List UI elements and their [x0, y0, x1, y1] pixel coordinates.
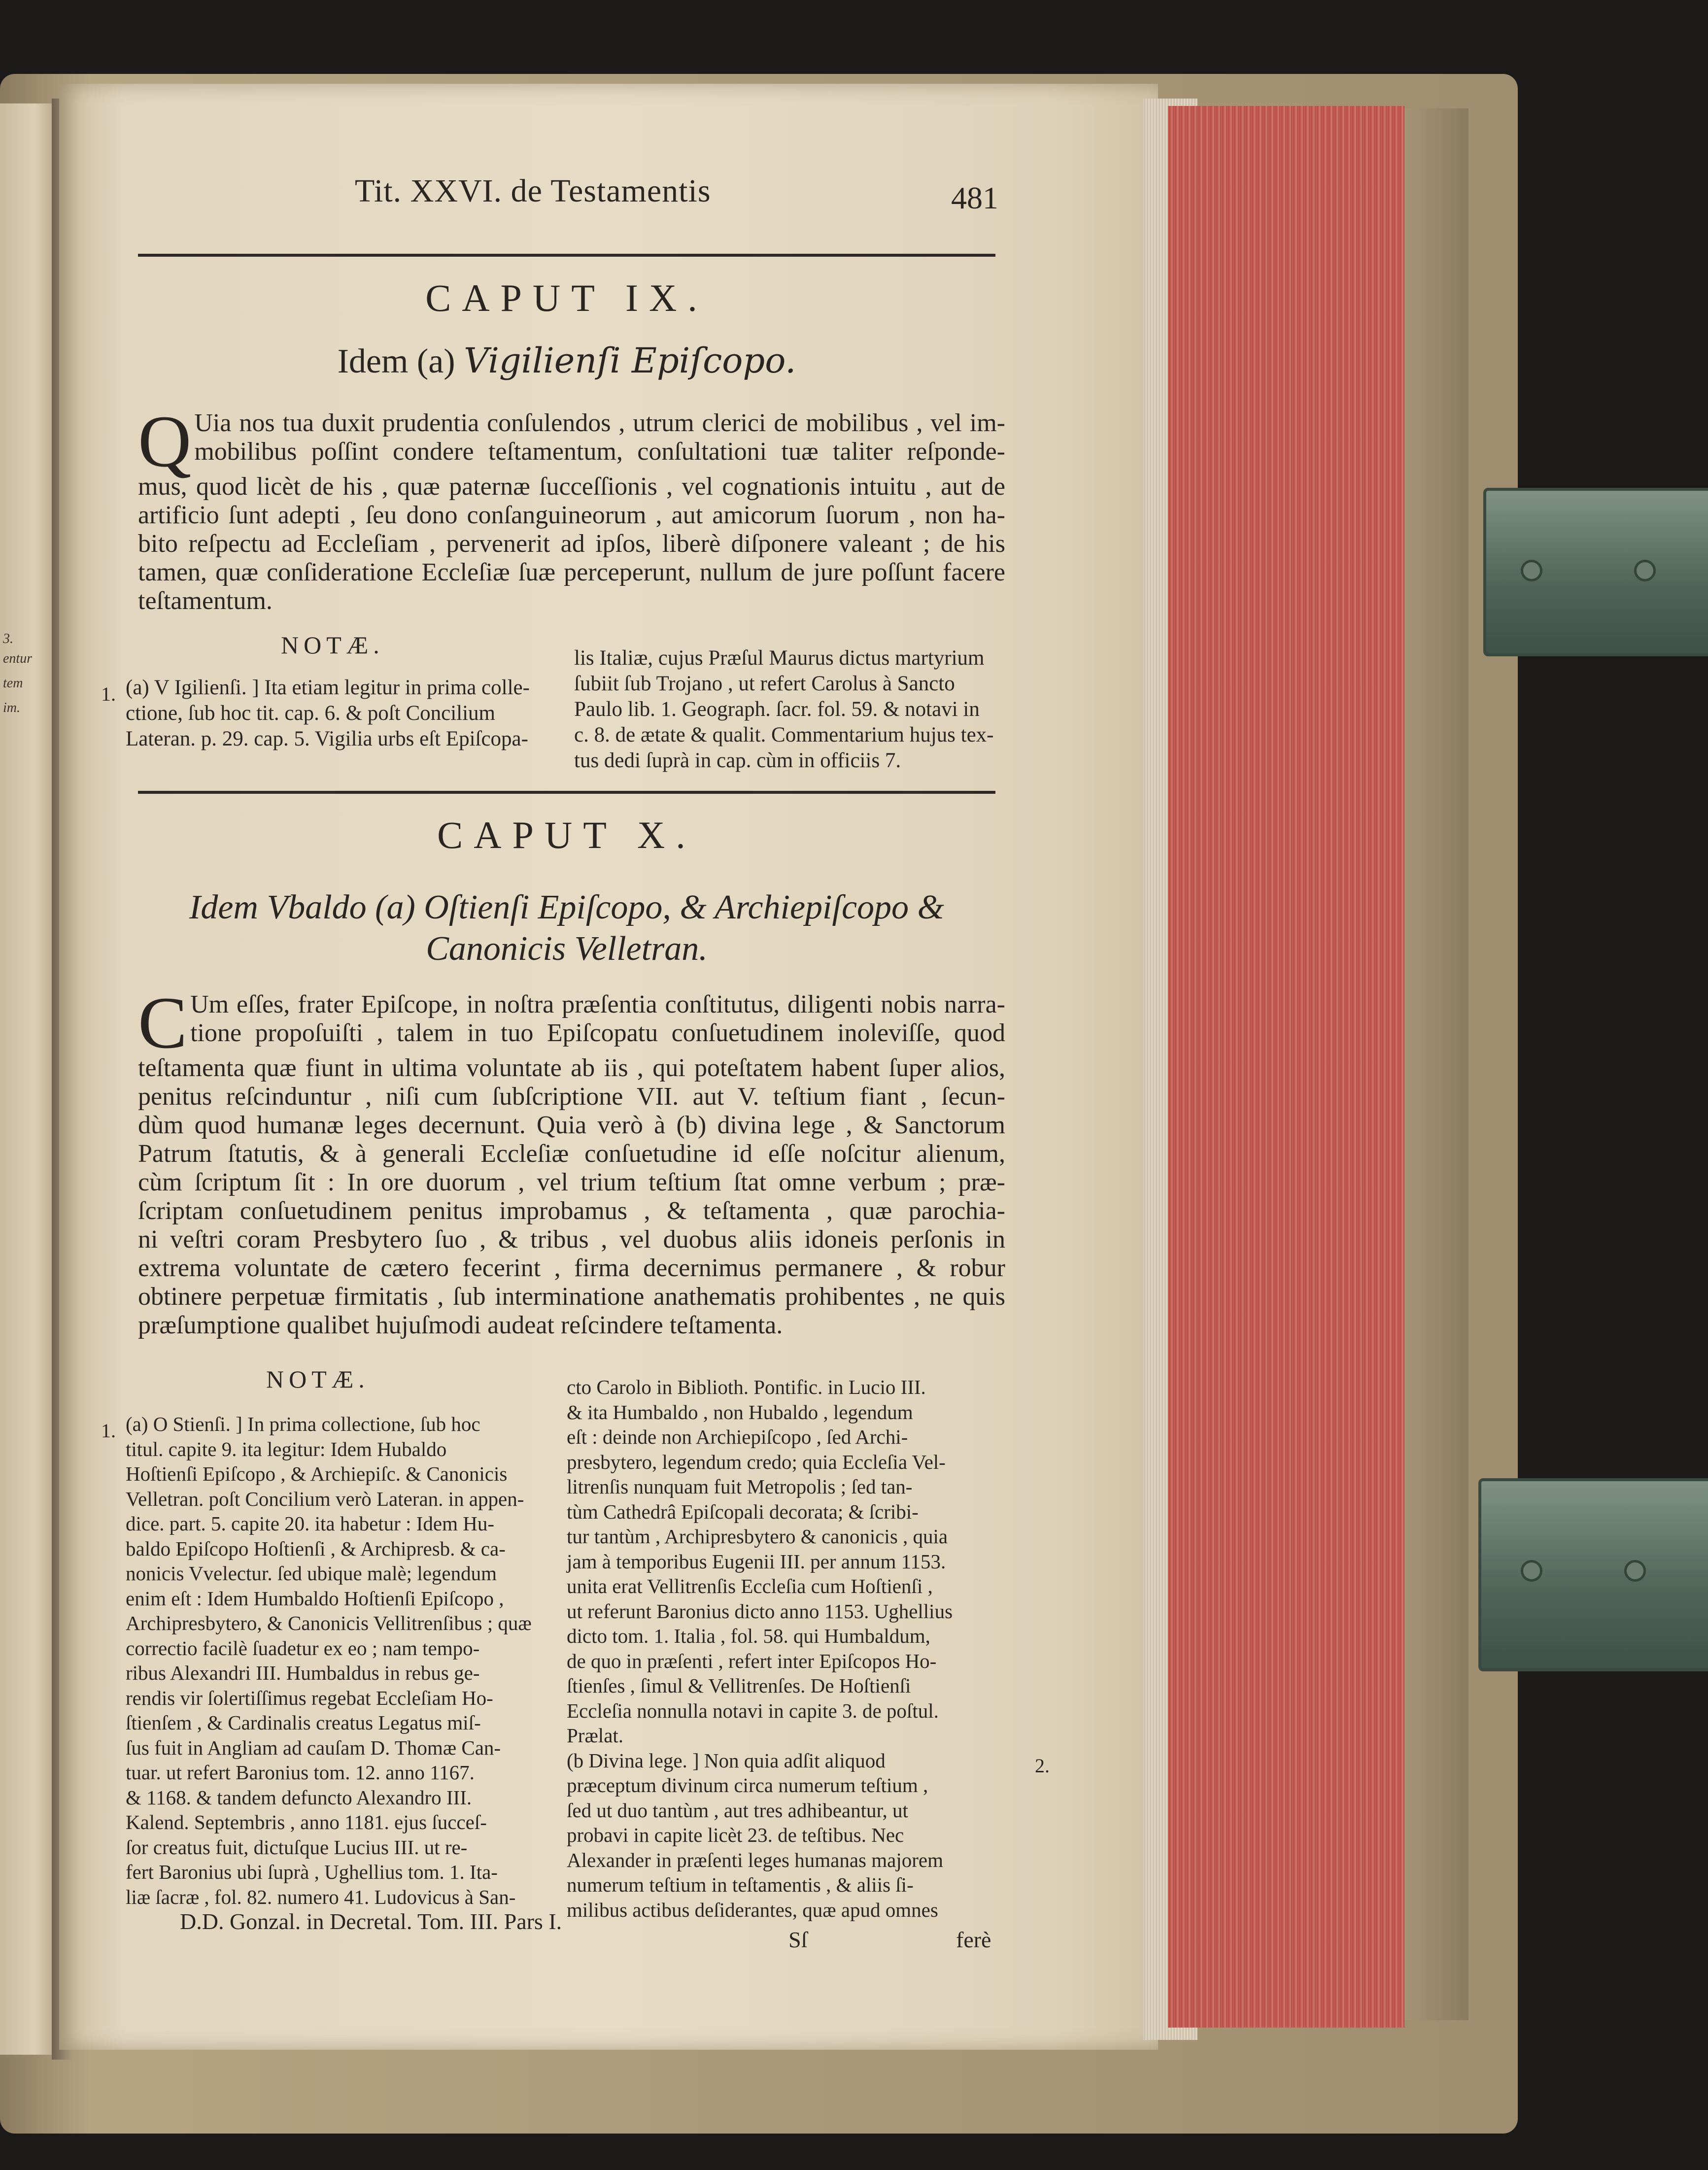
notae-heading: NOTÆ. — [281, 631, 384, 659]
note-line: tur tantùm , Archipresbytero & canonicis , quia — [567, 1525, 948, 1548]
notae-heading: NOTÆ. — [266, 1365, 370, 1393]
note-line: milibus actibus deſiderantes, quæ apud omnes — [567, 1898, 938, 1921]
note-line: ſus fuit in Angliam ad cauſam D. Thomæ Can- — [126, 1736, 501, 1759]
caput-x-subtitle-line2: Canonicis Velletran. — [426, 930, 708, 968]
note-line: Archipresbytero, & Canonicis Vellitrenſibus ; quæ — [126, 1612, 532, 1634]
text-line: Uia nos tua duxit prudentia conſulendos , utrum clerici de mobilibus , vel im- — [194, 409, 1005, 437]
text-line: tione propoſuiſti , talem in tuo Epiſcopatu conſuetudinem inoleviſſe, quod — [190, 1019, 1005, 1047]
note-marker: 1. — [101, 1420, 116, 1442]
note-line: numerum teſtium in teſtamentis , & aliis ſi- — [567, 1873, 914, 1896]
note-line: rendis vir ſolertiſſimus regebat Eccleſiam Ho- — [126, 1686, 493, 1709]
note-line: Velletran. poſt Concilium verò Lateran. in appen- — [126, 1487, 524, 1510]
note-line: unita erat Vellitrenſis Eccleſia cum Hoſtienſi , — [567, 1575, 933, 1597]
caput-ix-subtitle-italic: Vigilienſi Epiſcopo. — [464, 340, 796, 381]
note-line: probavi in capite licèt 23. de teſtibus. Nec — [567, 1824, 904, 1846]
section-rule — [138, 791, 995, 794]
page-number: 481 — [951, 180, 998, 215]
caput-x-text — [138, 982, 1005, 1340]
text-line: teſtamentum. — [138, 587, 273, 615]
note-line: tus dedi ſuprà in cap. cùm in officiis 7. — [574, 749, 901, 772]
caput-ix-text — [138, 401, 1005, 615]
red-page-edges — [1168, 106, 1404, 2028]
note-line: baldo Epiſcopo Hoſtienſi , & Archipresb. & ca- — [126, 1537, 506, 1560]
note-line: eſt : deinde non Archiepiſcopo , ſed Archi- — [567, 1425, 908, 1448]
text-line: cùm ſcriptum ſit : In ore duorum , vel trium teſtium ſtat omne verbum ; præ- — [138, 1168, 1005, 1196]
text-line: teſtamenta quæ fiunt in ultima voluntate ab iis , qui poteſtatem habent ſuper alios, — [138, 1054, 1005, 1082]
note-line: ſtienſes , ſimul & Vellitrenſes. De Hoſtienſi — [567, 1674, 911, 1697]
note-line: ribus Alexandri III. Humbaldus in rebus ge- — [126, 1661, 480, 1684]
note-line: c. 8. de ætate & qualit. Commentarium hujus tex- — [574, 723, 994, 746]
note-line: ſor creatus fuit, dictuſque Lucius III. ut re- — [126, 1835, 468, 1859]
dropcap: C — [138, 982, 188, 1064]
dropcap: Q — [138, 401, 192, 482]
note-line: presbytero, legendum credo; quia Eccleſia Vel- — [567, 1450, 946, 1473]
text-line: præſumptione qualibet hujuſmodi audeat reſcindere teſtamenta. — [138, 1311, 783, 1339]
text-line: artificio ſunt adepti , ſeu dono conſanguineorum , aut amicorum ſuorum , non ha- — [138, 501, 1005, 529]
note-line: tuar. ut refert Baronius tom. 12. anno 1167. — [126, 1761, 475, 1784]
clasp-pin-icon — [1634, 560, 1656, 581]
note-line: lis Italiæ, cujus Præſul Maurus dictus martyrium — [574, 646, 985, 670]
note-column-right — [567, 1375, 1000, 1922]
note-line: nonicis Vvelectur. ſed ubique malè; legendum — [126, 1562, 497, 1585]
left-margin-fragment: 3. — [3, 631, 13, 646]
text-line: Um eſſes, frater Epiſcope, in noſtra præſentia conſtitutus, diligenti nobis narra- — [190, 990, 1005, 1018]
text-line: mus, quod licèt de his , quæ paternæ ſucceſſionis , vel cognationis intuitu , aut de — [138, 473, 1005, 501]
note-line: jam à temporibus Eugenii III. per annum 1153. — [567, 1550, 946, 1573]
note-line: enim eſt : Idem Humbaldo Hoſtienſi Epiſcopo , — [126, 1587, 504, 1610]
text-line: bito reſpectu ad Eccleſiam , pervenerit ad ipſos, liberè diſponere valeant ; de his — [138, 530, 1005, 558]
note-line: ſubiit ſub Trojano , ut refert Carolus à Sancto — [574, 672, 955, 695]
text-line: Patrum ſtatutis, & à generali Eccleſiæ conſuetudine id eſſe noſcitur alienum, — [138, 1140, 1005, 1168]
note-line: cto Carolo in Biblioth. Pontific. in Lucio III. — [567, 1376, 926, 1398]
text-line: mobilibus poſſint condere teſtamentum, conſultationi tuæ taliter reſponde- — [194, 438, 1005, 466]
caput-ix-heading: CAPUT IX. — [425, 276, 708, 319]
note-marker: 2. — [1035, 1755, 1050, 1777]
note-marker: 1. — [101, 683, 116, 705]
caput-ix-subtitle-plain: Idem (a) — [337, 342, 455, 380]
note-line: præceptum divinum circa numerum teſtium , — [567, 1774, 928, 1797]
catchword: ferè — [956, 1927, 991, 1952]
note-line: Prælat. — [567, 1724, 624, 1747]
note-line: Kalend. Septembris , anno 1181. ejus ſucceſ- — [126, 1811, 487, 1833]
upper-clasp — [1483, 488, 1708, 656]
text-line: dùm quod humanæ leges decernunt. Quia verò à (b) divina lege , & Sanctorum — [138, 1111, 1005, 1139]
note-line: litrenſis nunquam fuit Metropolis ; ſed tan- — [567, 1475, 913, 1498]
note-line: Hoſtienſi Epiſcopo , & Archiepiſc. & Canonicis — [126, 1462, 508, 1485]
note-line: Eccleſia nonnulla notavi in capite 3. de poſtul. — [567, 1699, 939, 1722]
caput-x-heading: CAPUT X. — [437, 814, 696, 856]
clasp-pin-icon — [1521, 1560, 1542, 1582]
text-line: ni veſtri coram Presbytero ſuo , & tribus , vel duobus aliis idoneis perſonis in — [138, 1225, 1005, 1254]
text-line: ſcriptam conſuetudinem penitus improbamus , & teſtamenta , quæ parochia- — [138, 1197, 1005, 1225]
note-line: titul. capite 9. ita legitur: Idem Hubaldo — [126, 1437, 447, 1460]
caput-ix-subtitle — [138, 340, 995, 382]
left-page-edge — [0, 103, 58, 2055]
note-line: ctione, ſub hoc tit. cap. 6. & poſt Concilium — [126, 702, 496, 725]
left-margin-fragment: im. — [3, 700, 20, 715]
note-column-left — [126, 675, 530, 752]
text-line: extrema voluntate de cætero fecerint , firma decernimus permanere , & robur — [138, 1254, 1005, 1282]
note-line: Paulo lib. 1. Geograph. ſacr. fol. 59. & notavi in — [574, 698, 980, 721]
note-line: de quo in præſenti , refert inter Epiſcopos Ho- — [567, 1649, 937, 1672]
cover-board-edge — [1404, 108, 1469, 2020]
note-line: & 1168. & tandem defuncto Alexandro III. — [126, 1786, 472, 1809]
note-line: tùm Cathedrâ Epiſcopali decorata; & ſcribi- — [567, 1500, 919, 1523]
note-line: Alexander in præſenti leges humanas majorem — [567, 1848, 943, 1871]
note-line: ut referunt Baronius dicto anno 1153. Ughellius — [567, 1599, 953, 1623]
note-line: liæ ſacræ , fol. 82. numero 41. Ludovicus à San- — [126, 1885, 516, 1908]
left-margin-fragment: tem — [3, 676, 23, 691]
lower-clasp — [1478, 1478, 1708, 1671]
text-line: obtinere perpetuæ firmitatis , ſub interminatione anathematis prohibentes , ne quis — [138, 1283, 1005, 1311]
text-line: penitus reſcinduntur , niſi cum ſubſcriptione VII. aut V. teſtium fiant , ſecun- — [138, 1083, 1005, 1111]
signature-mark: Sſ — [788, 1927, 808, 1952]
note-line: dicto tom. 1. Italia , fol. 58. qui Humbaldum, — [567, 1625, 930, 1647]
clasp-pin-icon — [1624, 1560, 1646, 1582]
note-column-left — [126, 1412, 562, 1934]
signature-footer: D.D. Gonzal. in Decretal. Tom. III. Pars I. — [180, 1909, 562, 1934]
clasp-pin-icon — [1521, 560, 1542, 581]
note-line: dice. part. 5. capite 20. ita habetur : Idem Hu- — [126, 1512, 494, 1535]
note-line: (b Divina lege. ] Non quia adſit aliquod — [567, 1749, 886, 1772]
note-line: fert Baronius ubi ſuprà , Ughellius tom. 1. Ita- — [126, 1861, 498, 1883]
note-line: (a) V Igilienſi. ] Ita etiam legitur in prima colle- — [126, 676, 530, 699]
text-line: tamen, quæ conſideratione Eccleſiæ ſuæ perceperunt, nullum de jure poſſunt facere — [138, 558, 1005, 586]
header-rule — [138, 254, 995, 257]
note-line: & ita Humbaldo , non Hubaldo , legendum — [567, 1400, 913, 1424]
left-margin-fragment: entur — [3, 651, 33, 666]
note-line: ſed ut duo tantùm , aut tres adhibeantur, ut — [567, 1798, 908, 1822]
note-line: ſtienſem , & Cardinalis creatus Legatus miſ- — [126, 1711, 481, 1734]
caput-x-subtitle-line1: Idem Vbaldo (a) Oſtienſi Epiſcopo, & Archiepiſcopo & — [189, 888, 944, 926]
running-head: Tit. XXVI. de Testamentis — [355, 173, 711, 209]
note-line: correctio facilè ſuadetur ex eo ; nam tempo- — [126, 1636, 480, 1660]
note-line: (a) O Stienſi. ] In prima collectione, ſub hoc — [126, 1413, 480, 1435]
note-column-right — [574, 645, 994, 774]
note-line: Lateran. p. 29. cap. 5. Vigilia urbs eſt Epiſcopa- — [126, 727, 528, 750]
